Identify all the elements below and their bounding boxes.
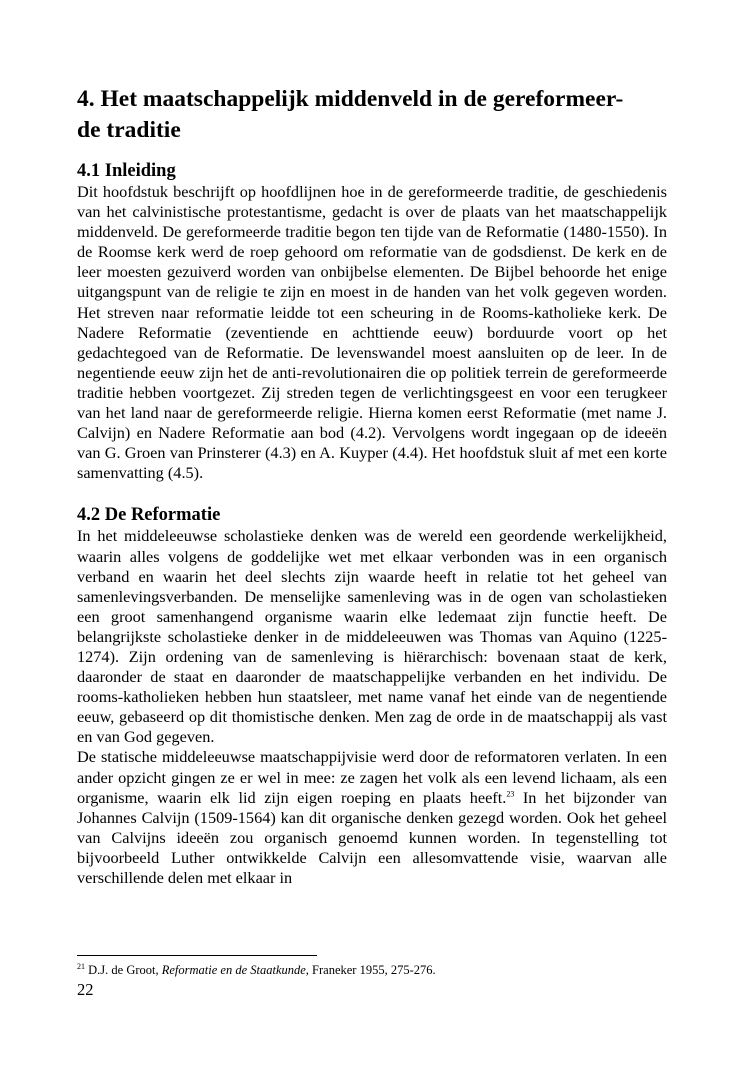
footnote-number: 21 bbox=[77, 961, 85, 971]
page-body bbox=[77, 84, 667, 888]
footnote-author: D.J. de Groot, bbox=[85, 963, 162, 977]
paragraph-text-after-note: In het bijzonder van Johannes Calvijn (1509-1564) kan dit organische denken gezegd worden. Ook het geheel van Calvijns ideeën zou organisch genoemd kunnen worden. In tegenstelling tot bijvoorbeeld Luther ontwikkelde Calvijn een allesomvattende visie, waarvan alle verschillende delen met elkaar in bbox=[77, 787, 667, 887]
chapter-title-line-2: de traditie bbox=[77, 117, 181, 143]
section-spacer bbox=[77, 483, 667, 504]
paragraph-reformatie-1: In het middeleeuwse scholastieke denken was de wereld een geordende werkelijkheid, waarin alles volgens de goddelijke wet met elkaar verbonden was in een organisch verband en waarin het deel slechts zijn waarde heeft in relatie tot het geheel van samenlevingsverbanden. De menselijke samenleving was in de ogen van scholastieken een groot samenhangend organisme waarin elke ledemaat zijn functie heeft. De belangrijkste scholastieke denker in de middeleeuwen was Thomas van Aquino (1225-1274). Zijn ordening van de samenleving is hiërarchisch: bovenaan staat de kerk, daaronder de staat en daaronder de maatschappelijke verbanden en het individu. De rooms-katholieken hebben hun staatsleer, met name vanaf het einde van de negentiende eeuw, gebaseerd op dit thomistische denken. Men zag de orde in de maatschappij als vast en van God gegeven. bbox=[77, 526, 667, 747]
paragraph-inleiding: Dit hoofdstuk beschrijft op hoofdlijnen hoe in de gereformeerde traditie, de geschiedenis van het calvinistische protestantisme, gedacht is over de plaats van het maatschappelijk middenveld. De gereformeerde traditie begon ten tijde van de Reformatie (1480-1550). In de Roomse kerk werd de roep gehoord om reformatie van de godsdienst. De kerk en de leer moesten gezuiverd worden van onbijbelse elementen. De Bijbel behoorde het enige uitgangspunt van de religie te zijn en moest in de handen van het volk gegeven worden. Het streven naar reformatie leidde tot een scheuring in de Rooms-katholieke kerk. De Nadere Reformatie (zeventiende en achttiende eeuw) borduurde voort op het gedachtegoed van de Reformatie. De levenswandel moest aansluiten op de leer. In de negentiende eeuw zijn het de anti-revolutionairen die op politiek terrein de gereformeerde traditie hebben voortgezet. Zij streden tegen de verlichtingsgeest en voor een terugkeer van het land naar de gereformeerde religie. Hierna komen eerst Reformatie (met name J. Calvijn) en Nadere Reformatie aan bod (4.2). Vervolgens wordt ingegaan op de ideeën van G. Groen van Prinsterer (4.3) en A. Kuyper (4.4). Het hoofdstuk sluit af met een korte samenvatting (4.5). bbox=[77, 182, 667, 483]
footnote-title: Reformatie en de Staatkunde bbox=[161, 963, 306, 977]
section-heading-inleiding: 4.1 Inleiding bbox=[77, 161, 176, 181]
paragraph-text-before-note: De statische middeleeuwse maatschappijvisie werd door de reformatoren verlaten. In een ander opzicht gingen ze er wel in mee: ze zagen het volk als een levend lichaam, als een organisme, waarin elk lid zijn eigen roeping en plaats heeft. bbox=[77, 747, 667, 807]
page-number: 22 bbox=[77, 980, 94, 999]
chapter-title bbox=[77, 84, 667, 146]
paragraph-reformatie-2 bbox=[77, 747, 667, 888]
footnote-reference: 23 bbox=[506, 789, 515, 799]
footnote bbox=[77, 963, 677, 978]
section-heading-reformatie: 4.2 De Reformatie bbox=[77, 505, 221, 526]
footnote-separator bbox=[77, 955, 317, 956]
footnote-publication: , Franeker 1955, 275-276. bbox=[305, 963, 436, 977]
chapter-title-line-1: 4. Het maatschappelijk middenveld in de gereformeer- bbox=[77, 86, 624, 112]
